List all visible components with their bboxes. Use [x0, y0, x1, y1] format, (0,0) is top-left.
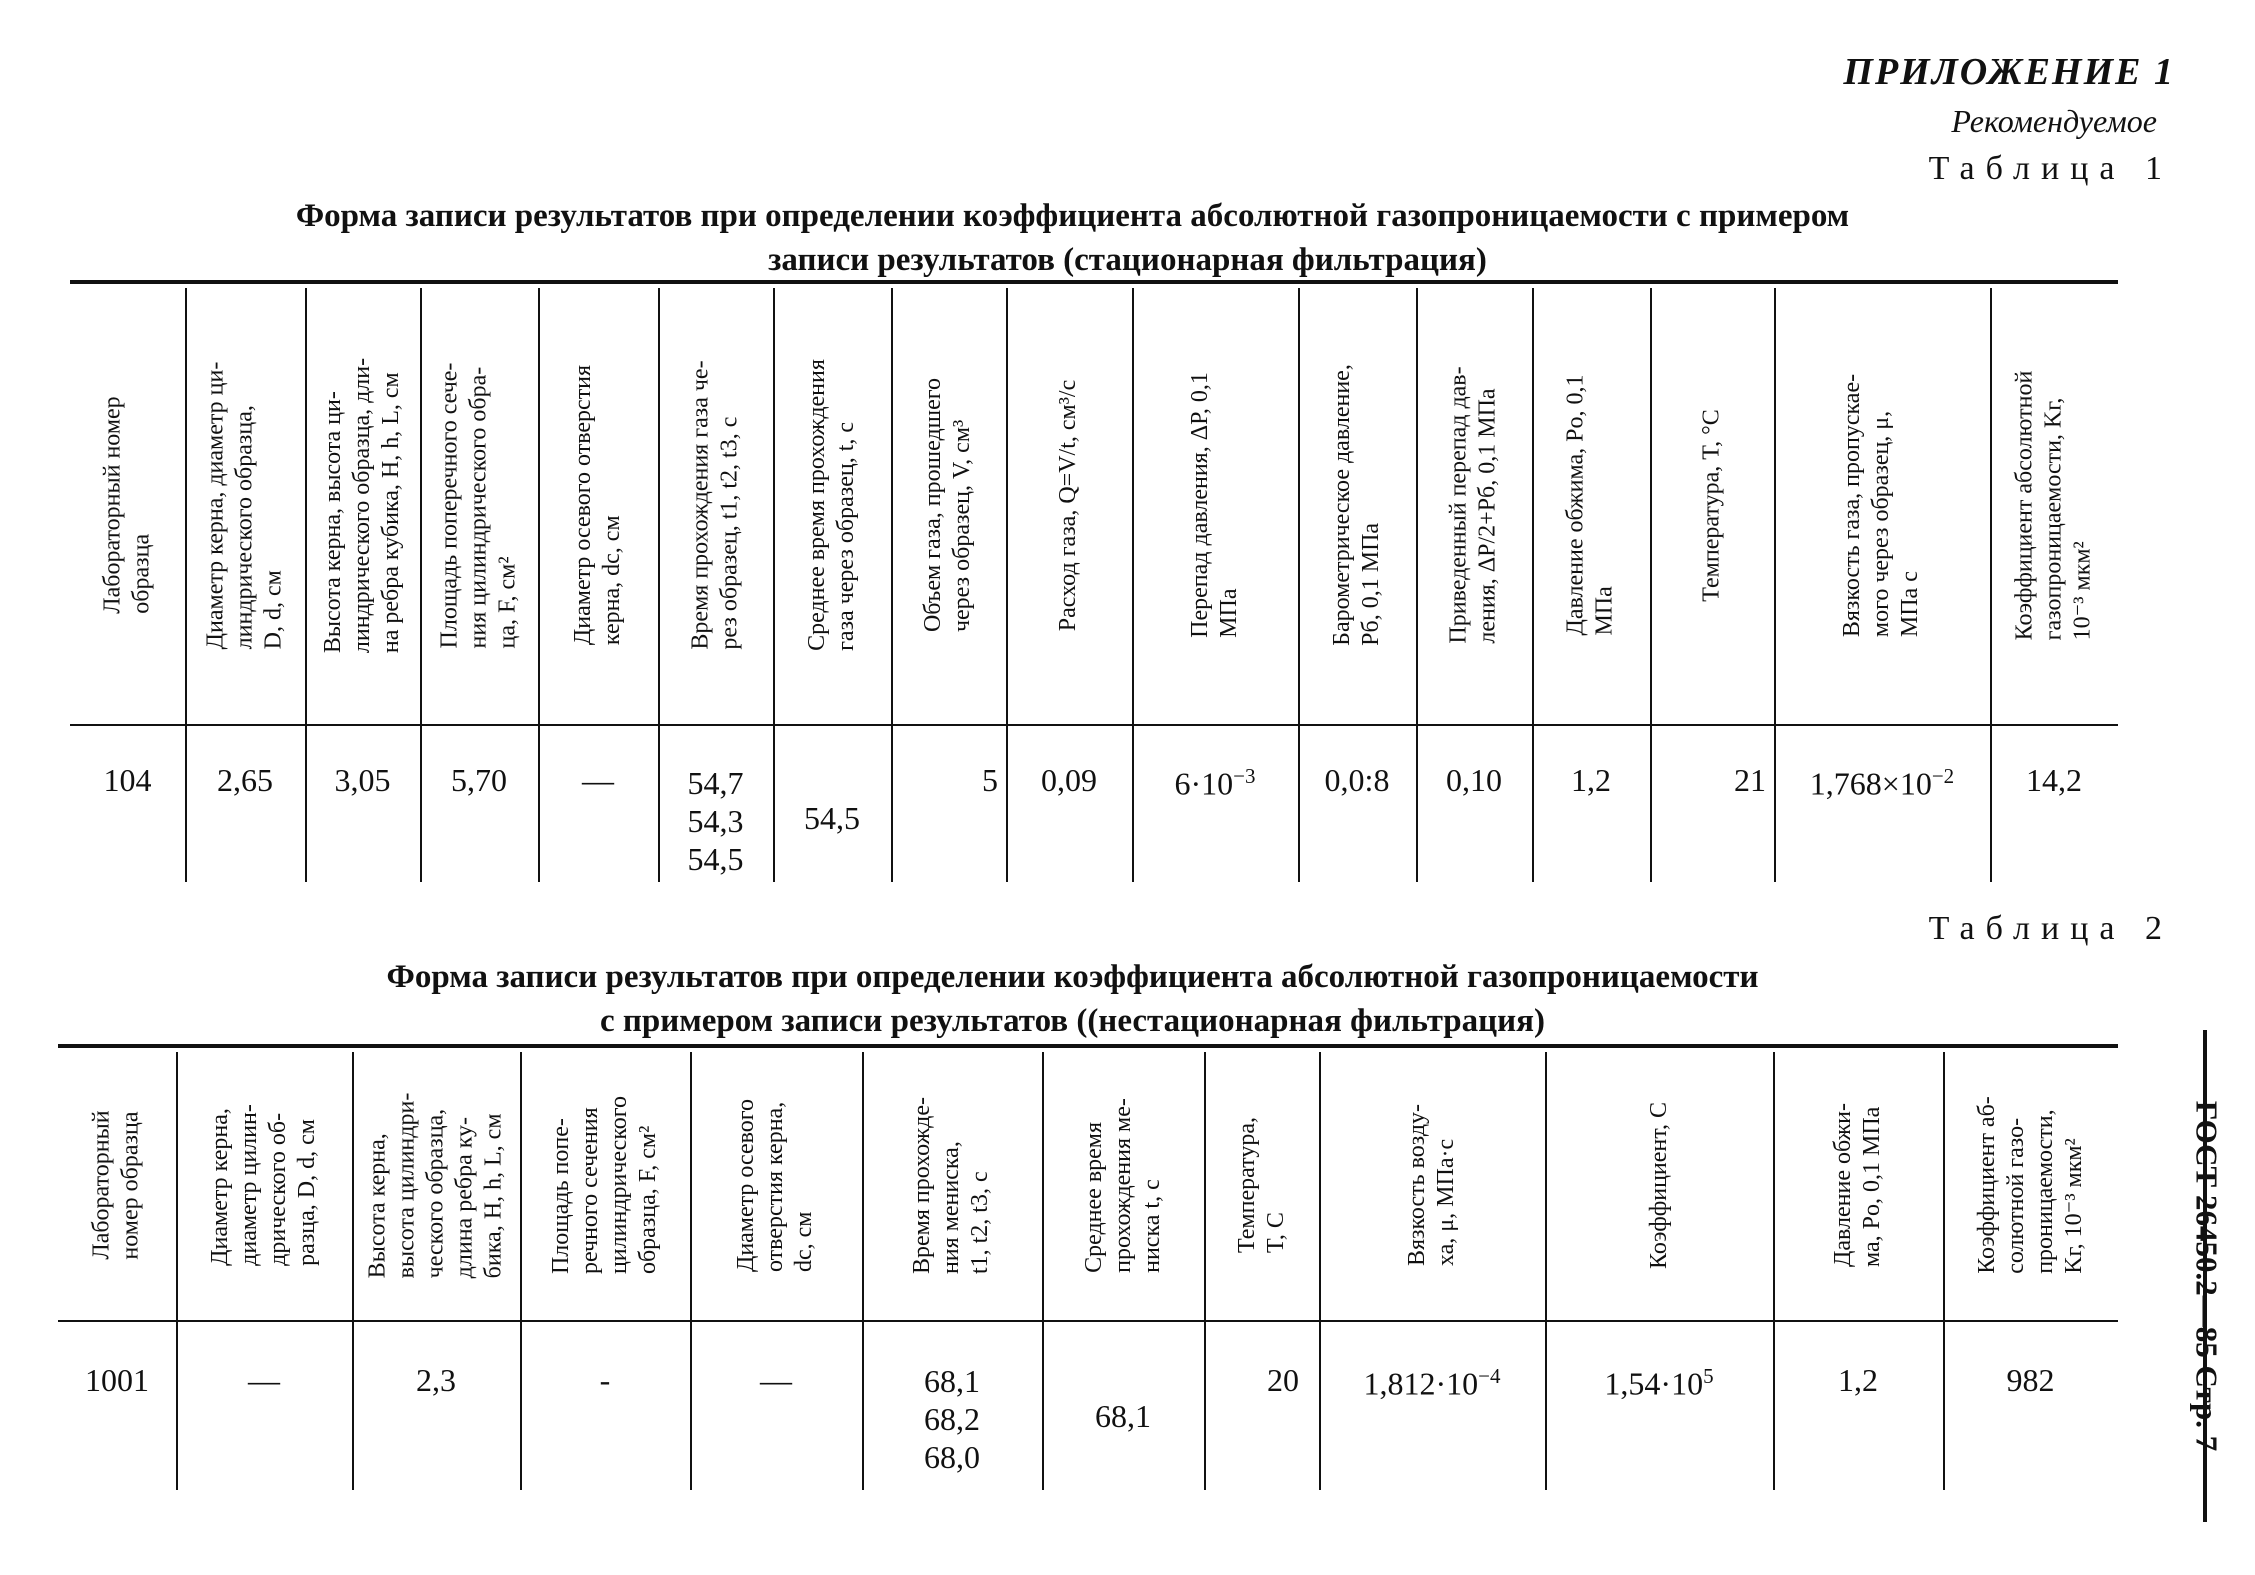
table2-header-col-9: Вязкость возду- ха, μ, МПа·с — [1403, 1103, 1459, 1267]
table2-header-col-3: Высота керна, высота цилиндри- ческого образца, длина ребра ку- бика, H, h, L, см — [364, 1092, 507, 1278]
t1-cell-volume: 5 — [982, 762, 998, 798]
t2-cell-hole-diameter: — — [760, 1362, 792, 1398]
table1-header-col-12: Приведенный перепад дав- ления, ΔP/2+Pб, 0,1 МПа — [1446, 366, 1502, 644]
table1-header-col-14: Температура, T, °С — [1698, 408, 1725, 602]
t2-cell-sample: 1001 — [85, 1362, 149, 1398]
t2-time-2: 68,2 — [924, 1401, 980, 1437]
table2-header-col-11: Давление обжи- ма, Pо, 0,1 МПа — [1829, 1102, 1885, 1268]
table1-header-col-3: Высота керна, высота ци- линдрического образца, дли- на ребра кубика, H, h, L, см — [320, 357, 404, 653]
t1-time-1: 54,7 — [687, 765, 744, 801]
table1-header-col-5: Диаметр осевого отверстия керна, dс, см — [570, 364, 626, 646]
table2-header-col-8: Температура, T, С — [1233, 1117, 1289, 1253]
table2-header-col-5: Диаметр осевого отверстия керна, dс, см — [733, 1098, 818, 1272]
t1-cell-flow: 0,09 — [1041, 762, 1097, 798]
table2-header-col-4: Площадь попе- речного сечения цилиндрического образца, F, см² — [548, 1095, 662, 1275]
table1-caption — [0, 194, 2255, 282]
t1-cell-avg-time: 54,5 — [804, 800, 860, 836]
t1-cell-temperature: 21 — [1734, 762, 1766, 798]
t2-cell-compression: 1,2 — [1838, 1362, 1878, 1398]
t1-cell-times — [658, 764, 773, 878]
t1-cell-height: 3,05 — [334, 762, 391, 798]
t1-cell-viscosity: $1,768\times 10^{-2}$ — [1809, 764, 1955, 802]
table2-header-col-1: Лабораторный номер образца — [89, 1110, 144, 1260]
t1-time-2: 54,3 — [687, 803, 744, 839]
table2-caption-line1: Форма записи результатов при определении коэффициента абсолютной газопроницаемости — [386, 959, 1759, 995]
table1-caption-line1: Форма записи результатов при определении коэффициента абсолютной газопроницаемости с примером — [295, 198, 1850, 234]
table1-header-col-10: Перепад давления, ΔP, 0,1 МПа — [1187, 372, 1243, 638]
t2-time-1: 68,1 — [924, 1363, 980, 1399]
t2-cell-area: - — [599, 1362, 611, 1398]
table2-header-col-12: Коэффициент аб- солютной газо- проницаемости, Kг, 10⁻³ мкм² — [1973, 1096, 2087, 1274]
appendix-title: ПРИЛОЖЕНИЕ 1 — [1843, 51, 2175, 93]
t2-cell-height: 2,3 — [416, 1362, 456, 1398]
t2-cell-coefficient: $1,54\cdot 10^5$ — [1604, 1364, 1714, 1402]
table2-caption-line2: с примером записи результатов ((нестационарная фильтрация) — [599, 1003, 1546, 1039]
table1-header-col-16: Коэффициент абсолютной газопроницаемости, Kг, 10⁻³ мкм² — [2011, 370, 2096, 640]
table2-caption — [0, 955, 2255, 1043]
table1-label: Таблица 1 — [1928, 150, 2173, 187]
table2-header-col-7: Среднее время прохождения ме- ниска t, с — [1080, 1097, 1165, 1273]
table1-header-col-2: Диаметр керна, диаметр ци- линдрического образца, D, d, см — [202, 361, 287, 649]
table2-header-col-2: Диаметр керна, диаметр цилин- дрического об- разца, D, d, см — [206, 1104, 320, 1266]
t2-cell-temperature: 20 — [1267, 1362, 1299, 1398]
t2-cell-avg-time: 68,1 — [1095, 1398, 1151, 1434]
table1-header-col-4: Площадь поперечного сече- ния цилиндрического обра- ца, F, см² — [436, 362, 521, 648]
table1-header-col-15: Вязкость газа, пропускае- мого через образец, μ, МПа с — [1839, 373, 1924, 637]
t2-cell-diameter: — — [248, 1362, 280, 1398]
t1-cell-pressure-drop: $6\cdot 10^{-3}$ — [1174, 764, 1256, 802]
t1-cell-hole-diameter: — — [582, 762, 614, 798]
t2-cell-permeability: 982 — [2006, 1362, 2055, 1398]
t1-cell-compression: 1,2 — [1571, 762, 1611, 798]
table1-header-col-13: Давление обжима, Pо, 0,1 МПа — [1563, 374, 1619, 636]
table2-header-col-10: Коэффициент, С — [1645, 1101, 1672, 1269]
table1-header-col-9: Расход газа, Q=V/t, см³/с — [1055, 379, 1082, 631]
appendix-status: Рекомендуемое — [1951, 103, 2157, 139]
table1-header-col-1: Лабораторный номер образца — [99, 396, 155, 614]
t1-cell-permeability: 14,2 — [2026, 762, 2082, 798]
table1-header-col-6: Время прохождения газа че- рез образец, t1, t2, t3, с — [687, 360, 743, 650]
side-gost-reference: ГОСТ 26450.2—85 Стр. 7 — [2189, 1100, 2224, 1452]
t2-cell-times — [862, 1362, 1042, 1476]
t2-time-3: 68,0 — [924, 1439, 980, 1475]
t1-cell-sample: 104 — [103, 762, 152, 798]
table2-header-col-6: Время прохожде- ния мениска, t1, t2, t3, с — [909, 1096, 994, 1274]
t1-cell-reduced-drop: 0,10 — [1446, 762, 1502, 798]
table1-header-col-11: Барометрическое давление, Pб, 0,1 МПа — [1329, 364, 1384, 646]
table2-label: Таблица 2 — [1928, 910, 2173, 947]
table1-header-col-7: Среднее время прохождения газа через образец, t, с — [804, 359, 860, 651]
t1-cell-barometric: 0,0:8 — [1324, 762, 1390, 798]
t1-time-3: 54,5 — [687, 841, 744, 877]
table1-header-col-8: Объем газа, прошедшего через образец, V, см³ — [920, 377, 976, 633]
t1-cell-diameter: 2,65 — [217, 762, 273, 798]
t1-cell-area: 5,70 — [451, 762, 507, 798]
t2-cell-viscosity: $1,812\cdot 10^{-4}$ — [1363, 1364, 1501, 1402]
table1-caption-line2: записи результатов (стационарная фильтрация) — [768, 242, 1487, 278]
